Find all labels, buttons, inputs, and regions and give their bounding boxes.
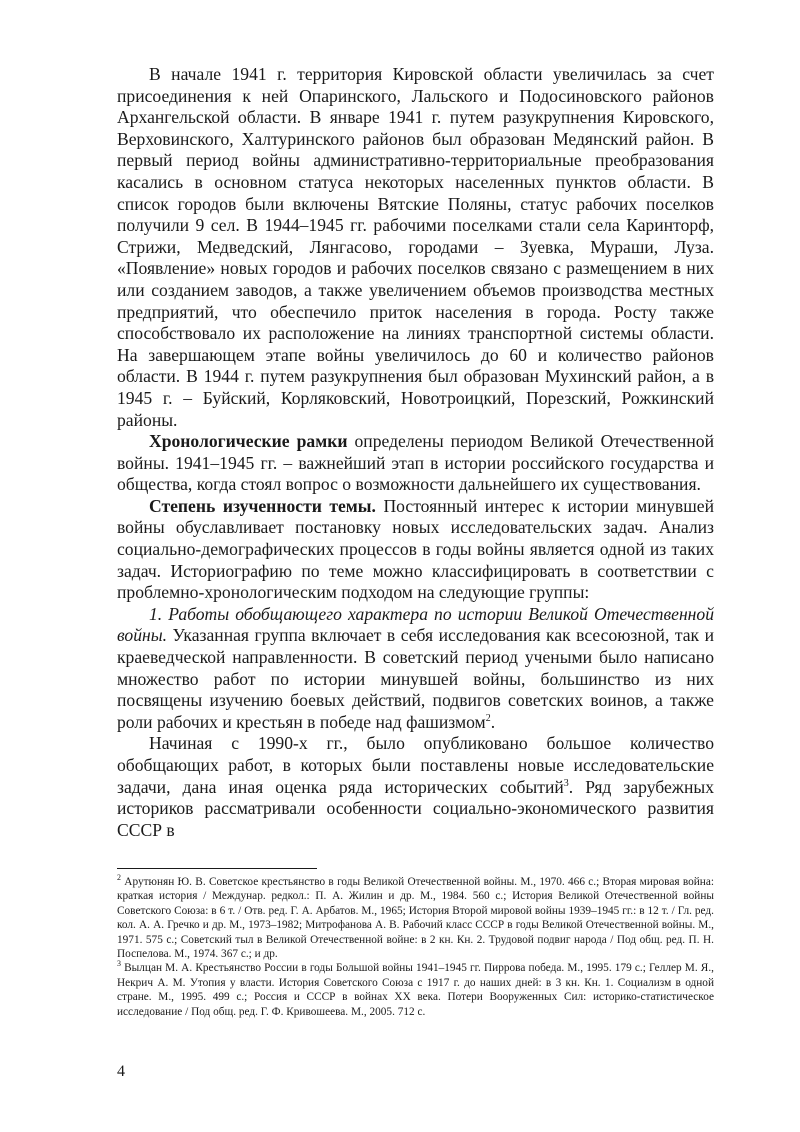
footnotes — [117, 875, 714, 1019]
paragraph-2 — [117, 431, 714, 496]
paragraph-3-text: Постоянный интерес к истории минувшей войны обуславливает постановку новых исследовательских задач. Анализ социально-демографических процессов в годы войны является одной из таких задач. Историографию по теме можно классифицировать в соответствии с проблемно-хронологическим подходом на следующие группы: — [117, 495, 714, 603]
research-degree-heading: Степень изученности темы. — [149, 495, 376, 516]
paragraph-4-end: . — [490, 711, 496, 732]
chronological-frame-heading: Хронологические рамки — [149, 431, 348, 452]
paragraph-5-end: . Ряд зарубежных историков рассматривали особенности социально-экономического развития СССР в — [117, 776, 714, 840]
paragraph-3 — [117, 496, 714, 604]
group-1-heading: 1. Работы обобщающего характера по истории Великой Отечественной войны. — [117, 603, 714, 646]
paragraph-5-text: Начиная с 1990-х гг., было опубликовано большое количество обобщающих работ, в которых были поставлены новые исследовательские задачи, дана иная оценка ряда исторических событий — [117, 733, 714, 797]
footnote-ref-3[interactable]: 3 — [563, 777, 569, 789]
paragraph-4 — [117, 604, 714, 734]
main-text — [117, 64, 714, 841]
footnote-2-text: Арутюнян Ю. В. Советское крестьянство в годы Великой Отечественной войны. М., 1970. 466 с.; Вторая мировая война: краткая история / Междунар. редкол.: П. А. Жилин и др. М., 1984. 560 с.; История Великой Отечественной войны Советского Союза: в 6 т. / Отв. ред. Г. А. Арбатов. М., 1965; История Второй мировой войны 1939–1945 гг.: в 12 т. / Гл. ред. кол. А. А. Гречко и др. М., 1973–1982; Митрофанова А. В. Рабочий класс СССР в годы Великой Отечественной войны. М., 1971. 575 с.; Советский тыл в Великой Отечественной войне: в 2 кн. Кн. 2. Трудовой подвиг народа / Под общ. ред. П. Н. Поспелова. М., 1974. 367 с.; и др. — [117, 876, 714, 961]
page-number: 4 — [117, 1063, 125, 1080]
footnote-ref-2[interactable]: 2 — [485, 712, 491, 724]
paragraph-1-text: В начале 1941 г. территория Кировской области увеличилась за счет присоединения к ней Опаринского, Лальского и Подосиновского районов Архангельской области. В январе 1941 г. путем разукрупнения Кировского, Верховинского, Халтуринского районов был образован Медянский район. В первый период войны административно-территориальные преобразования касались в основном статуса некоторых населенных пунктов области. В список городов были включены Вятские Поляны, статус рабочих поселков получили 9 сел. В 1944–1945 гг. рабочими поселками стали села Каринторф, Стрижи, Медведский, Лянгасово, городами – Зуевка, Мураши, Луза. «Появление» новых городов и рабочих поселков связано с размещением в них или созданием заводов, а также увеличением объемов производства местных предприятий, что обеспечило приток населения в города. Росту также способствовало их расположение на линиях транспортной системы области. На завершающем этапе войны увеличилось до 60 и количество районов области. В 1944 г. путем разукрупнения был образован Мухинский район, а в 1945 г. – Буйский, Корляковский, Новотроицкий, Порезский, Рожкинский районы. — [117, 64, 714, 430]
paragraph-4-text: Указанная группа включает в себя исследования как всесоюзной, так и краеведческой направленности. В советский период учеными было написано множество работ по истории минувшей войны, большинство из них посвящены изучению боевых действий, подвигов советских воинов, а также роли рабочих и крестьян в победе над фашизмом — [117, 625, 714, 732]
footnote-2-number: 2 — [117, 873, 121, 883]
footnote-2 — [117, 875, 714, 961]
paragraph-5 — [117, 733, 714, 841]
footnote-3-number: 3 — [117, 959, 121, 969]
paragraph-1 — [117, 64, 714, 431]
paragraph-2-text: определены периодом Великой Отечественной войны. 1941–1945 гг. – важнейший этап в истории российского государства и общества, когда стоял вопрос о возможности дальнейшего их существования. — [117, 431, 715, 495]
footnote-3-text: Вылцан М. А. Крестьянство России в годы Большой войны 1941–1945 гг. Пиррова победа. М., 1995. 179 с.; Геллер М. Я., Некрич А. М. Утопия у власти. История Советского Союза с 1917 г. до наших дней: в 3 кн. Кн. 1. Социализм в одной стране. М., 1995. 499 с.; Россия и СССР в войнах XX века. Потери Вооруженных Сил: историко-статистическое исследование / Под общ. ред. Г. Ф. Кривошеева. М., 2005. 712 с. — [117, 962, 714, 1018]
footnote-separator — [117, 868, 317, 869]
footnote-3 — [117, 961, 714, 1019]
